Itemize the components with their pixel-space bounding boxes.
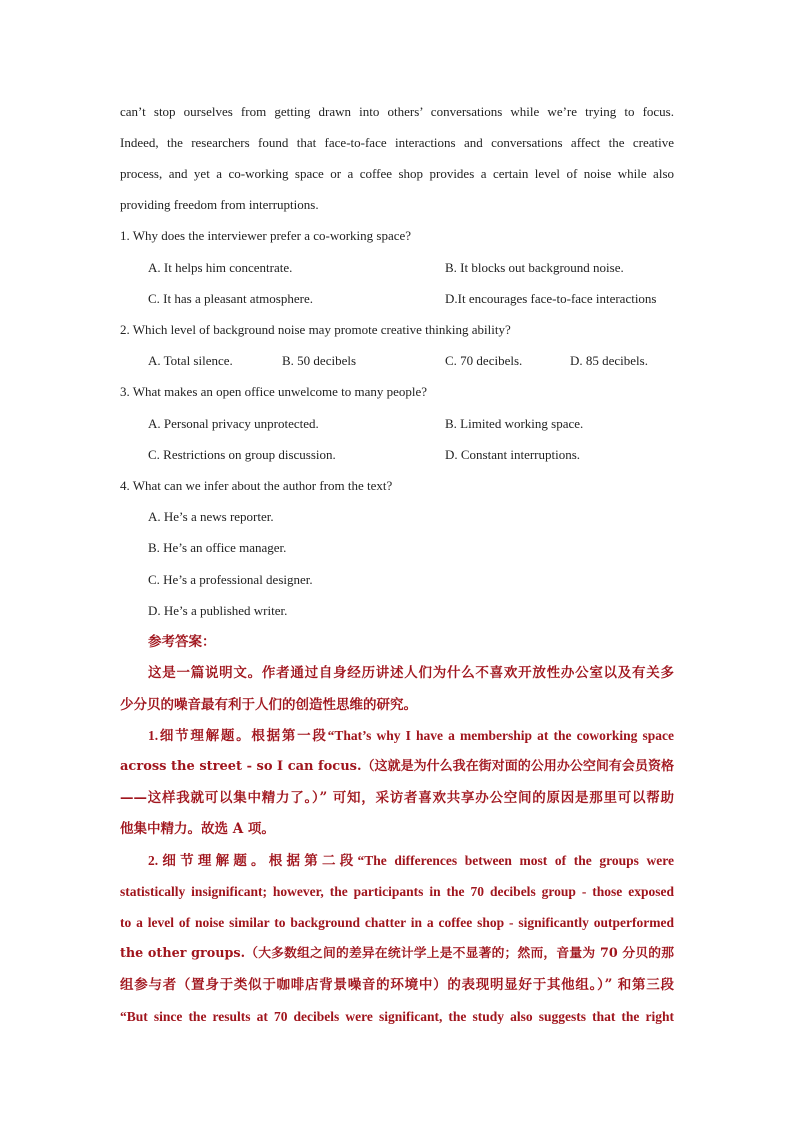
answer-line: 少分贝的噪音最有利于人们的创造性思维的研究。 [120,697,417,713]
question-2-stem: 2. Which level of background noise may promote creative thinking ability? [120,322,511,337]
question-3-option-a: A. Personal privacy unprotected. [148,416,319,431]
question-4-option-d: D. He’s a published writer. [148,603,288,618]
answer-line: across the street - so I can focus.（这就是为什么我在街对面的公用办公空间有会员资格 [120,759,674,774]
answer-line: 1.细节理解题。根据第一段“That’s why I have a membership at the coworking space [148,728,674,743]
answer-line: 组参与者（置身于类似于咖啡店背景噪音的环境中）的表现明显好于其他组。）” 和第三段 [120,977,674,993]
answer-line: 这是一篇说明文。作者通过自身经历讲述人们为什么不喜欢开放性办公室以及有关多 [148,665,674,681]
question-4-stem: 4. What can we infer about the author from the text? [120,478,393,493]
answer-line: the other groups.（大多数组之间的差异在统计学上是不显著的；然而，音量为 70 分贝的那 [120,946,674,961]
question-3-option-c: C. Restrictions on group discussion. [148,447,336,462]
answer-line: statistically insignificant; however, the participants in the 70 decibels group - those exposed [120,884,674,899]
question-1-option-a: A. It helps him concentrate. [148,260,293,275]
question-2-option-a: A. Total silence. [148,353,233,368]
question-1-option-d: D.It encourages face-to-face interactions [445,291,657,306]
question-3-option-d: D. Constant interruptions. [445,447,581,462]
question-4-option-b: B. He’s an office manager. [148,540,287,555]
question-3-option-b: B. Limited working space. [445,416,584,431]
passage-line: process, and yet a co-working space or a coffee shop provides a certain level of noise while also [120,166,674,181]
passage-line: Indeed, the researchers found that face-to-face interactions and conversations affect the creative [120,135,674,150]
question-3-stem: 3. What makes an open office unwelcome to many people? [120,384,428,399]
answer-line: to a level of noise similar to background chatter in a coffee shop - significantly outperformed [120,915,674,930]
question-1-option-b: B. It blocks out background noise. [445,260,624,275]
question-2-option-d: D. 85 decibels. [570,353,648,368]
answer-line: 2.细节理解题。根据第二段“The differences between most of the groups were [148,853,674,868]
answer-line: “But since the results at 70 decibels were significant, the study also suggests that the right [120,1009,674,1024]
question-4-option-a: A. He’s a news reporter. [148,509,274,524]
answer-line: ——这样我就可以集中精力了。）” 可知，采访者喜欢共享办公空间的原因是那里可以帮助 [120,790,674,806]
answer-line: 他集中精力。故选 A 项。 [120,821,275,837]
question-1-option-c: C. It has a pleasant atmosphere. [148,291,313,306]
answer-key-heading: 参考答案： [148,634,216,650]
question-1-stem: 1. Why does the interviewer prefer a co-working space? [120,228,412,243]
passage-line: can’t stop ourselves from getting drawn into others’ conversations while we’re trying to focus. [120,104,674,119]
question-4-option-c: C. He’s a professional designer. [148,572,313,587]
question-2-option-b: B. 50 decibels [282,353,357,368]
question-2-option-c: C. 70 decibels. [445,353,523,368]
passage-line: providing freedom from interruptions. [120,197,319,212]
